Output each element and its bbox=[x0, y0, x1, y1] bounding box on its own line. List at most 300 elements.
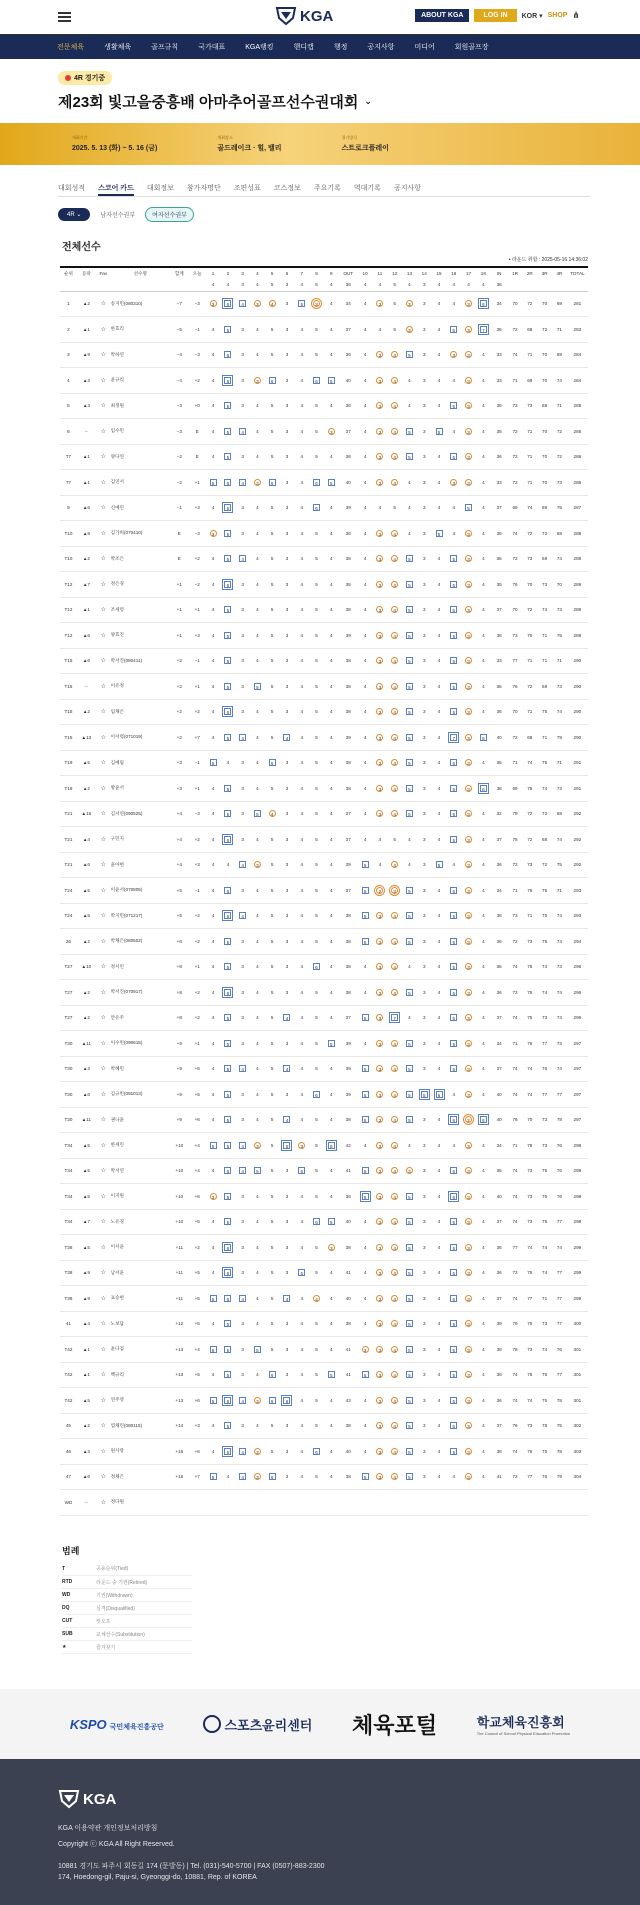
score-value: 4 bbox=[211, 913, 215, 919]
favorite-star-icon[interactable]: ☆ bbox=[96, 1439, 111, 1465]
hole-score bbox=[387, 291, 402, 317]
favorite-star-icon[interactable]: ☆ bbox=[96, 1184, 111, 1210]
score-value: 4 bbox=[363, 1040, 367, 1046]
kspo-logo[interactable] bbox=[70, 1717, 164, 1732]
out-total bbox=[339, 674, 358, 700]
score-value: 3 bbox=[376, 1422, 383, 1429]
tab[interactable]: 코스정보 bbox=[273, 185, 301, 192]
score-value: 5 bbox=[450, 1244, 457, 1251]
player-name[interactable]: 이유정 bbox=[111, 674, 170, 700]
table-row[interactable] bbox=[60, 342, 588, 368]
favorite-star-icon[interactable]: ☆ bbox=[96, 1311, 111, 1337]
hole-score bbox=[309, 1209, 324, 1235]
hole-score bbox=[294, 1005, 309, 1031]
round-score: 74 bbox=[508, 1362, 523, 1388]
tab[interactable]: 대회정보 bbox=[146, 185, 174, 192]
round-score: 69 bbox=[508, 776, 523, 802]
score-value bbox=[436, 1498, 443, 1505]
table-row[interactable] bbox=[60, 393, 588, 419]
hole-score bbox=[461, 750, 476, 776]
player-name[interactable]: 이윤서(070805) bbox=[111, 878, 170, 904]
table-row[interactable] bbox=[60, 725, 588, 751]
player-name[interactable]: 방윤서 bbox=[111, 776, 170, 802]
table-row[interactable] bbox=[60, 929, 588, 955]
table-row[interactable] bbox=[60, 597, 588, 623]
language-select[interactable]: KOR ▾ bbox=[521, 12, 543, 20]
favorite-star-icon[interactable]: ☆ bbox=[96, 878, 111, 904]
score-value: 4 bbox=[452, 428, 456, 434]
player-name[interactable]: 정채은 bbox=[111, 1464, 170, 1490]
player-name[interactable]: 김서연(090525) bbox=[111, 801, 170, 827]
table-row[interactable] bbox=[60, 1107, 588, 1133]
sports-portal-logo[interactable]: 체육포털 bbox=[352, 1712, 438, 1738]
hole-score bbox=[476, 903, 491, 929]
player-name[interactable]: 박서연 bbox=[111, 1158, 170, 1184]
favorite-star-icon[interactable]: ☆ bbox=[96, 572, 111, 598]
men-division-tab[interactable]: 남자선수권부 bbox=[100, 213, 136, 219]
round-score: 73 bbox=[537, 1311, 552, 1337]
favorite-star-icon[interactable]: ☆ bbox=[96, 725, 111, 751]
score-value: 3 bbox=[285, 1091, 289, 1097]
favorite-star-icon[interactable]: ☆ bbox=[96, 1209, 111, 1235]
table-row[interactable] bbox=[60, 291, 588, 317]
school-pe-logo[interactable] bbox=[477, 1712, 570, 1736]
player-name[interactable]: 김가희(070410) bbox=[111, 521, 170, 547]
player-name[interactable]: 이수빈(090615) bbox=[111, 1031, 170, 1057]
favorite-star-icon[interactable]: ☆ bbox=[96, 597, 111, 623]
hole-score bbox=[265, 1286, 280, 1312]
favorite-star-icon[interactable]: ☆ bbox=[96, 1337, 111, 1363]
score-value: 4 bbox=[437, 1219, 441, 1225]
tournament-total: 283 bbox=[567, 317, 588, 343]
favorite-star-icon[interactable]: ☆ bbox=[96, 1235, 111, 1261]
player-name[interactable]: 김예림 bbox=[111, 750, 170, 776]
favorite-star-icon[interactable]: ☆ bbox=[96, 1133, 111, 1159]
score-value: 36 bbox=[345, 530, 351, 536]
hole-score bbox=[358, 597, 373, 623]
login-button[interactable]: LOG IN bbox=[474, 9, 516, 22]
table-row[interactable] bbox=[60, 648, 588, 674]
hole-score bbox=[309, 521, 324, 547]
score-value: 4 bbox=[391, 1040, 398, 1047]
kga-logo[interactable] bbox=[275, 6, 333, 26]
hole-score bbox=[417, 1158, 432, 1184]
player-name[interactable]: 노유경 bbox=[111, 1209, 170, 1235]
rank-cell: 6 bbox=[60, 419, 77, 445]
player-name[interactable]: 연주영 bbox=[111, 1388, 170, 1414]
round-score: 71 bbox=[522, 470, 537, 496]
score-value: 4 bbox=[300, 607, 304, 613]
tab[interactable]: 주요기록 bbox=[313, 185, 341, 192]
score-value: 37 bbox=[345, 811, 351, 817]
rank-cell: T15 bbox=[60, 674, 77, 700]
table-row[interactable] bbox=[60, 495, 588, 521]
player-name[interactable]: 윤규리 bbox=[111, 368, 170, 394]
hole-score bbox=[417, 648, 432, 674]
table-row[interactable] bbox=[60, 776, 588, 802]
score-value: 4 bbox=[408, 377, 411, 383]
hole-score bbox=[358, 750, 373, 776]
rank-cell: T30 bbox=[60, 1082, 77, 1108]
hole-score bbox=[476, 1490, 491, 1516]
tab[interactable]: 참가자명단 bbox=[186, 185, 221, 192]
score-value: 4 bbox=[226, 862, 230, 868]
rank-cell: T21 bbox=[60, 852, 77, 878]
nav-item[interactable]: 핸디캡 bbox=[293, 44, 314, 51]
hole-score bbox=[250, 317, 265, 343]
favorite-star-icon[interactable]: ☆ bbox=[96, 801, 111, 827]
favorite-star-icon[interactable]: ☆ bbox=[96, 852, 111, 878]
table-row[interactable] bbox=[60, 878, 588, 904]
tab[interactable]: 대회성적 bbox=[58, 185, 86, 192]
score-value: 5 bbox=[254, 1346, 261, 1353]
table-row[interactable] bbox=[60, 1260, 588, 1286]
favorite-star-icon[interactable]: ☆ bbox=[96, 1413, 111, 1439]
score-value: 5 bbox=[270, 403, 274, 409]
favorite-star-icon[interactable]: ☆ bbox=[96, 699, 111, 725]
favorite-star-icon[interactable]: ☆ bbox=[96, 674, 111, 700]
table-row[interactable] bbox=[60, 1005, 588, 1031]
favorite-star-icon[interactable]: ☆ bbox=[96, 317, 111, 343]
table-row[interactable] bbox=[60, 1439, 588, 1465]
movement-cell: ▲10 bbox=[77, 954, 96, 980]
score-value: 3 bbox=[285, 683, 289, 689]
player-name[interactable]: 표승현 bbox=[111, 1286, 170, 1312]
score-value: 4 bbox=[256, 352, 259, 358]
hole-score bbox=[280, 1235, 295, 1261]
score-value: 4 bbox=[300, 938, 304, 944]
tab[interactable]: 스코어 카드 bbox=[98, 183, 134, 196]
footer-links[interactable]: KGA 이용약관 개인정보처리방침 bbox=[58, 1825, 158, 1832]
favorite-star-icon[interactable]: ☆ bbox=[96, 1490, 111, 1516]
nav-item[interactable]: KGA랭킹 bbox=[245, 44, 274, 51]
hole-score bbox=[206, 623, 221, 649]
nav-item[interactable]: 생활체육 bbox=[104, 44, 132, 51]
favorite-star-icon[interactable]: ☆ bbox=[96, 1107, 111, 1133]
player-name[interactable]: 양다연 bbox=[111, 444, 170, 470]
score-value: 4 bbox=[300, 1066, 304, 1072]
hole-score bbox=[446, 521, 461, 547]
hole-score bbox=[235, 1337, 250, 1363]
favorite-star-icon[interactable]: ☆ bbox=[96, 750, 111, 776]
table-row[interactable] bbox=[60, 852, 588, 878]
hole-score bbox=[373, 929, 388, 955]
player-name[interactable]: 박지민(071217) bbox=[111, 903, 170, 929]
player-name[interactable]: 이지원 bbox=[111, 1184, 170, 1210]
player-name[interactable]: 최정원 bbox=[111, 393, 170, 419]
favorite-star-icon[interactable]: ☆ bbox=[96, 444, 111, 470]
player-name[interactable]: 김연서 bbox=[111, 470, 170, 496]
round-score: 71 bbox=[522, 699, 537, 725]
favorite-star-icon[interactable]: ☆ bbox=[96, 291, 111, 317]
hole-score bbox=[432, 419, 447, 445]
hole-score bbox=[432, 878, 447, 904]
player-name[interactable]: 박서진(070917) bbox=[111, 980, 170, 1006]
score-value: 4 bbox=[256, 556, 259, 562]
table-row[interactable] bbox=[60, 1337, 588, 1363]
favorite-star-icon[interactable]: ☆ bbox=[96, 903, 111, 929]
score-value: 4 bbox=[363, 301, 367, 307]
player-name[interactable]: 한세린 bbox=[111, 1133, 170, 1159]
favorite-star-icon[interactable]: ☆ bbox=[96, 1056, 111, 1082]
player-name[interactable]: 윤아현 bbox=[111, 852, 170, 878]
round-score: 74 bbox=[508, 521, 523, 547]
filters bbox=[58, 207, 640, 222]
player-name[interactable]: 박혜민 bbox=[111, 1056, 170, 1082]
table-row[interactable] bbox=[60, 801, 588, 827]
table-row[interactable] bbox=[60, 674, 588, 700]
favorite-star-icon[interactable]: ☆ bbox=[96, 546, 111, 572]
hole-score bbox=[265, 342, 280, 368]
hole-score bbox=[235, 1388, 250, 1414]
favorite-star-icon[interactable]: ☆ bbox=[96, 419, 111, 445]
player-name[interactable]: 정은경 bbox=[111, 572, 170, 598]
hole-score bbox=[265, 1337, 280, 1363]
hole-score bbox=[402, 1056, 417, 1082]
score-value: 5 bbox=[270, 1040, 274, 1046]
table-row[interactable] bbox=[60, 1133, 588, 1159]
score-value: 5 bbox=[315, 887, 318, 893]
score-value: 37 bbox=[496, 1219, 502, 1225]
total-to-par: +13 bbox=[170, 1362, 189, 1388]
nav-item[interactable]: 미디어 bbox=[414, 44, 435, 51]
table-row[interactable] bbox=[60, 1158, 588, 1184]
hole-score bbox=[446, 852, 461, 878]
table-row[interactable] bbox=[60, 1311, 588, 1337]
score-value: 3 bbox=[285, 1321, 289, 1327]
favorite-star-icon[interactable]: ☆ bbox=[96, 1464, 111, 1490]
score-value: 3 bbox=[422, 887, 426, 893]
table-row[interactable] bbox=[60, 750, 588, 776]
share-icon[interactable]: ⋔ bbox=[572, 10, 580, 20]
tab[interactable]: 공지사항 bbox=[393, 185, 422, 192]
today-to-par: +5 bbox=[189, 1286, 206, 1312]
player-name[interactable]: 윤다겸 bbox=[111, 1337, 170, 1363]
rank-cell: T12 bbox=[60, 597, 77, 623]
favorite-star-icon[interactable]: ☆ bbox=[96, 954, 111, 980]
table-row[interactable] bbox=[60, 827, 588, 853]
about-button[interactable]: ABOUT KGA bbox=[415, 9, 469, 22]
favorite-star-icon[interactable]: ☆ bbox=[96, 929, 111, 955]
hole-score bbox=[265, 546, 280, 572]
score-value: 3 bbox=[241, 1091, 244, 1097]
favorite-star-icon[interactable]: ☆ bbox=[96, 521, 111, 547]
player-name[interactable]: 권나윤 bbox=[111, 1107, 170, 1133]
score-value: 4 bbox=[211, 505, 215, 511]
score-value: 4 bbox=[408, 964, 411, 970]
table-row[interactable] bbox=[60, 470, 588, 496]
favorite-star-icon[interactable]: ☆ bbox=[96, 1286, 111, 1312]
player-name[interactable]: 남서윤 bbox=[111, 1260, 170, 1286]
hole-score bbox=[235, 1184, 250, 1210]
player-name[interactable]: 이서령(071019) bbox=[111, 725, 170, 751]
table-row[interactable] bbox=[60, 1235, 588, 1261]
table-row[interactable] bbox=[60, 317, 588, 343]
player-name[interactable]: 박채은(080502) bbox=[111, 929, 170, 955]
round-score: 74 bbox=[552, 1235, 567, 1261]
hole-score bbox=[206, 1337, 221, 1363]
hole-score bbox=[461, 495, 476, 521]
table-row[interactable] bbox=[60, 954, 588, 980]
hole-score bbox=[476, 317, 491, 343]
score-value: 41 bbox=[345, 1372, 351, 1378]
round-select[interactable]: 4R ⌄ bbox=[58, 208, 90, 221]
score-value: 4 bbox=[482, 1142, 485, 1148]
favorite-star-icon[interactable]: ☆ bbox=[96, 1005, 111, 1031]
score-value: 4 bbox=[378, 505, 382, 511]
score-value: 37 bbox=[496, 505, 502, 511]
sports-ethics-logo[interactable] bbox=[203, 1715, 312, 1734]
favorite-star-icon[interactable]: ☆ bbox=[96, 342, 111, 368]
favorite-star-icon[interactable]: ☆ bbox=[96, 470, 111, 496]
table-row[interactable] bbox=[60, 368, 588, 394]
nav-item[interactable]: 공지사항 bbox=[367, 44, 395, 51]
table-row[interactable] bbox=[60, 444, 588, 470]
tab[interactable]: 조편성표 bbox=[233, 185, 261, 192]
table-row[interactable] bbox=[60, 572, 588, 598]
hole-score bbox=[250, 878, 265, 904]
favorite-star-icon[interactable]: ☆ bbox=[96, 980, 111, 1006]
hole-score bbox=[324, 1082, 339, 1108]
player-name[interactable]: 염채린(080115) bbox=[111, 1413, 170, 1439]
player-name[interactable]: 양효진 bbox=[111, 623, 170, 649]
rank-cell: 9 bbox=[60, 495, 77, 521]
score-value: 4 bbox=[211, 811, 215, 817]
player-name[interactable]: 안유주 bbox=[111, 1005, 170, 1031]
in-total bbox=[491, 546, 508, 572]
score-value: 3 bbox=[241, 454, 244, 460]
score-value: 4 bbox=[391, 963, 398, 970]
hole-score bbox=[265, 1184, 280, 1210]
player-name[interactable]: 구민지 bbox=[111, 827, 170, 853]
score-value: 5 bbox=[315, 1321, 318, 1327]
table-row[interactable] bbox=[60, 1362, 588, 1388]
score-value: 4 bbox=[482, 632, 485, 638]
in-total bbox=[491, 1311, 508, 1337]
table-row[interactable] bbox=[60, 1056, 588, 1082]
player-name[interactable]: 신예린 bbox=[111, 495, 170, 521]
table-row[interactable] bbox=[60, 623, 588, 649]
table-row[interactable] bbox=[60, 419, 588, 445]
favorite-star-icon[interactable]: ☆ bbox=[96, 648, 111, 674]
chevron-down-icon[interactable]: ⌄ bbox=[364, 96, 372, 106]
nav-item[interactable]: 전문체육 bbox=[57, 44, 85, 51]
hole-score bbox=[417, 903, 432, 929]
hole-score bbox=[309, 1158, 324, 1184]
table-row[interactable] bbox=[60, 980, 588, 1006]
rank-cell: T12 bbox=[60, 572, 77, 598]
hole-score bbox=[206, 1464, 221, 1490]
favorite-star-icon[interactable]: ☆ bbox=[96, 1031, 111, 1057]
score-value: 3 bbox=[241, 683, 244, 689]
round-score bbox=[552, 1490, 567, 1516]
nav-item[interactable]: 골프규칙 bbox=[151, 44, 179, 51]
table-row[interactable] bbox=[60, 1082, 588, 1108]
favorite-star-icon[interactable]: ☆ bbox=[96, 1158, 111, 1184]
table-row[interactable] bbox=[60, 1184, 588, 1210]
favorite-star-icon[interactable]: ☆ bbox=[96, 1362, 111, 1388]
favorite-star-icon[interactable]: ☆ bbox=[96, 623, 111, 649]
table-row[interactable] bbox=[60, 1413, 588, 1439]
hole-score bbox=[358, 878, 373, 904]
table-row[interactable] bbox=[60, 1464, 588, 1490]
table-row[interactable] bbox=[60, 521, 588, 547]
table-row[interactable] bbox=[60, 1209, 588, 1235]
hole-score bbox=[461, 648, 476, 674]
shop-link[interactable]: SHOP bbox=[547, 12, 568, 19]
player-name[interactable]: 노보담 bbox=[111, 1311, 170, 1337]
round-score: 77 bbox=[552, 1311, 567, 1337]
player-name[interactable]: 정서린 bbox=[111, 954, 170, 980]
nav-item[interactable]: 행정 bbox=[333, 44, 348, 51]
score-value: 5 bbox=[270, 1066, 274, 1072]
hole-score bbox=[358, 1413, 373, 1439]
score-value: 37 bbox=[345, 326, 351, 332]
favorite-star-icon[interactable]: ☆ bbox=[96, 495, 111, 521]
table-row[interactable] bbox=[60, 1388, 588, 1414]
player-name[interactable]: 김규빈(091013) bbox=[111, 1082, 170, 1108]
table-row[interactable] bbox=[60, 1490, 588, 1516]
score-value: 4 bbox=[391, 1269, 398, 1276]
player-name[interactable]: 박조은 bbox=[111, 546, 170, 572]
favorite-star-icon[interactable]: ☆ bbox=[96, 827, 111, 853]
table-row[interactable] bbox=[60, 903, 588, 929]
live-dot-icon bbox=[65, 75, 71, 81]
favorite-star-icon[interactable]: ☆ bbox=[96, 776, 111, 802]
score-value: 33 bbox=[496, 377, 502, 383]
women-division-tab[interactable]: 여자선수권부 bbox=[145, 207, 194, 222]
player-name[interactable]: 박하연 bbox=[111, 342, 170, 368]
tab[interactable]: 역대기록 bbox=[353, 185, 381, 192]
menu-icon[interactable] bbox=[58, 12, 71, 22]
hole-score bbox=[461, 1209, 476, 1235]
player-name[interactable]: 원사랑 bbox=[111, 1439, 170, 1465]
player-name[interactable]: 백규리 bbox=[111, 1362, 170, 1388]
nav-item[interactable]: 회원골프장 bbox=[454, 44, 489, 51]
hole-score bbox=[432, 1209, 447, 1235]
score-value: 4 bbox=[363, 683, 367, 689]
favorite-star-icon[interactable]: ☆ bbox=[96, 1260, 111, 1286]
favorite-star-icon[interactable]: ☆ bbox=[96, 368, 111, 394]
player-name[interactable]: 한효리 bbox=[111, 317, 170, 343]
player-name[interactable]: 박서진(080411) bbox=[111, 648, 170, 674]
table-row[interactable] bbox=[60, 546, 588, 572]
score-value: 7 bbox=[391, 1014, 398, 1021]
player-name[interactable]: 송지민(080310) bbox=[111, 291, 170, 317]
favorite-star-icon[interactable]: ☆ bbox=[96, 393, 111, 419]
player-name[interactable]: 정다원 bbox=[111, 1490, 170, 1516]
favorite-star-icon[interactable]: ☆ bbox=[96, 1388, 111, 1414]
player-name[interactable]: 임채은 bbox=[111, 699, 170, 725]
player-name[interactable]: 임수민 bbox=[111, 419, 170, 445]
tournament-title[interactable] bbox=[58, 91, 640, 112]
table-row[interactable] bbox=[60, 699, 588, 725]
table-row[interactable] bbox=[60, 1031, 588, 1057]
tournament-total: 289 bbox=[567, 597, 588, 623]
score-value: 5 bbox=[224, 555, 231, 562]
table-row[interactable] bbox=[60, 1286, 588, 1312]
player-name[interactable]: 이서윤 bbox=[111, 1235, 170, 1261]
favorite-star-icon[interactable]: ☆ bbox=[96, 1082, 111, 1108]
hole-score bbox=[250, 776, 265, 802]
footer-logo[interactable] bbox=[58, 1789, 640, 1809]
column-header: 7 bbox=[300, 271, 304, 276]
round-score: 74 bbox=[552, 980, 567, 1006]
today-to-par: +5 bbox=[189, 1056, 206, 1082]
nav-item[interactable]: 국가대표 bbox=[198, 44, 226, 51]
player-name[interactable]: 조세령 bbox=[111, 597, 170, 623]
hole-score bbox=[476, 419, 491, 445]
